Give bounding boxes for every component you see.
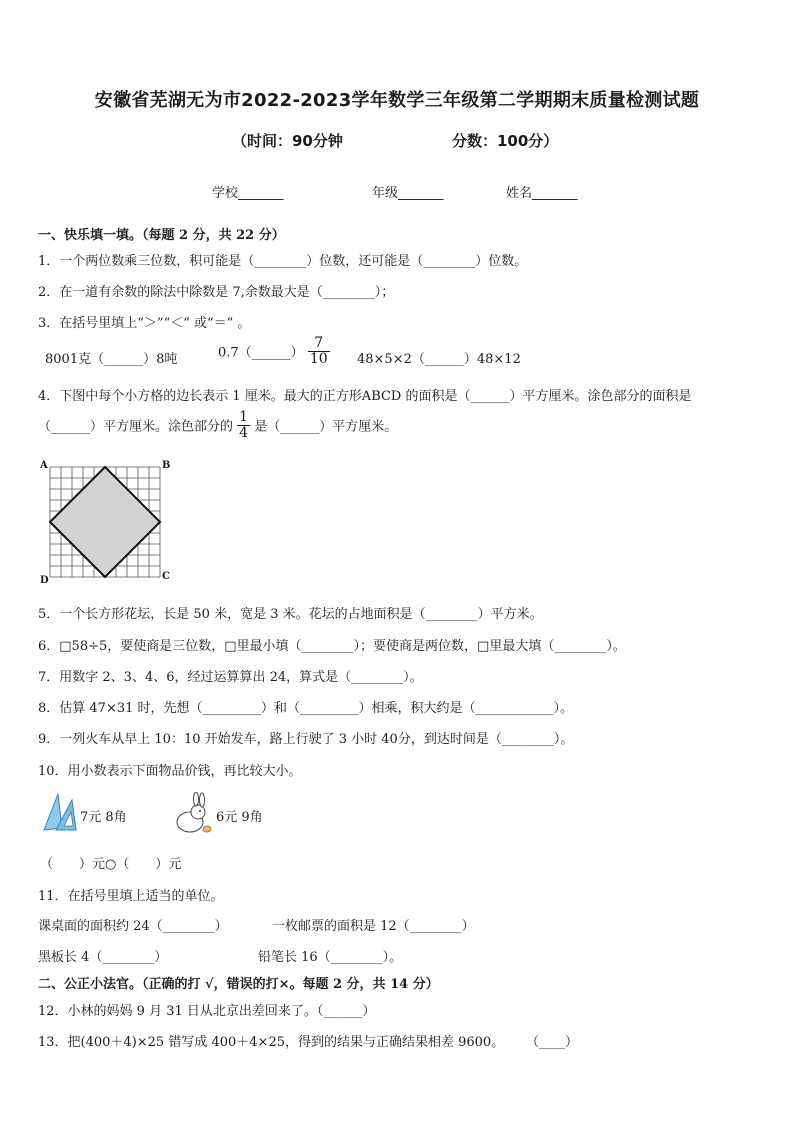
name-field: 姓名_______ [506, 186, 578, 201]
grid-figure [38, 458, 178, 588]
rabbit-toy-icon [170, 792, 214, 836]
exam-title: 安徽省芜湖无为市2022-2023学年数学三年级第二学期期末质量检测试题 [94, 90, 700, 111]
point-c-label: C [162, 571, 170, 582]
question-3: 3．在括号里填上“＞”“＜” 或“＝” 。 [38, 316, 251, 331]
question-9: 9．一列火车从早上 10：10 开始发车，路上行驶了 3 小时 40分，到达时间是（________）。 [38, 732, 574, 747]
question-7: 7．用数字 2、3、4、6，经过运算算出 24，算式是（________）。 [38, 670, 423, 685]
total-score: 分数：100分） [452, 132, 559, 150]
point-d-label: D [40, 575, 49, 586]
question-4-line-2 [38, 410, 397, 440]
section-1-heading: 一、快乐填一填。（每题 2 分，共 22 分） [38, 228, 285, 243]
question-13: 13．把(400＋4)×25 错写成 400＋4×25，得到的结果与正确结果相差 9600。 [38, 1035, 505, 1050]
time-limit: （时间：90分钟 [232, 132, 343, 150]
question-10: 10．用小数表示下面物品价钱，再比较大小。 [38, 764, 302, 779]
question-3a: 8001克（______）8吨 [45, 352, 178, 367]
question-6: 6．□58÷5，要使商是三位数，□里最小填（________）；要使商是两位数，□里最大填（________）。 [38, 639, 626, 654]
grid-square-abcd [38, 458, 178, 588]
question-5: 5．一个长方形花坛，长是 50 米，宽是 3 米。花坛的占地面积是（________）平方米。 [38, 607, 543, 622]
fraction-7-10 [308, 336, 330, 366]
grade-field: 年级_______ [372, 186, 444, 201]
question-1: 1．一个两位数乘三位数，积可能是（________）位数，还可能是（________）位数。 [38, 254, 528, 269]
question-3b [218, 336, 330, 366]
fraction-numerator: 1 [239, 409, 249, 425]
question-12: 12．小林的妈妈 9 月 31 日从北京出差回来了。（______） [38, 1004, 376, 1019]
question-11a: 课桌面的面积约 24（________） [38, 919, 228, 934]
fraction-denominator: 4 [239, 424, 249, 441]
section-2-heading: 二、公正小法官。（正确的打 √，错误的打×。每题 2 分，共 14 分） [38, 977, 439, 992]
question-11d: 铅笔长 16（________）。 [258, 950, 403, 965]
product-1-price: 7元 8角 [80, 810, 127, 825]
shaded-square [50, 467, 160, 577]
question-4-text-b: 是（______）平方厘米。 [254, 419, 398, 435]
question-11: 11．在括号里填上适当的单位。 [38, 889, 224, 904]
question-11b: 一枚邮票的面积是 12（________） [272, 919, 475, 934]
fraction-numerator: 7 [308, 336, 330, 352]
question-8: 8．估算 47×31 时，先想（_________）和（_________）相乘，积大约是（____________）。 [38, 701, 574, 716]
school-field: 学校_______ [212, 186, 284, 201]
question-4-line-1: 4．下图中每个小方格的边长表示 1 厘米。最大的正方形ABCD 的面积是（______）平方厘米。涂色部分的面积是 [38, 389, 692, 404]
fraction-denominator: 10 [309, 350, 328, 367]
question-11c: 黑板长 4（________） [38, 950, 168, 965]
fraction-1-4 [237, 410, 250, 440]
question-2: 2．在一道有余数的除法中除数是 7,余数最大是（________）； [38, 285, 395, 300]
point-b-label: B [162, 460, 171, 471]
question-3c: 48×5×2（______）48×12 [357, 352, 521, 367]
question-10-answer: （ ）元○（ ）元 [40, 857, 182, 872]
product-2-price: 6元 9角 [216, 810, 263, 825]
point-a-label: A [40, 460, 48, 471]
question-4-text-a: （______）平方厘米。涂色部分的 [38, 419, 234, 435]
question-13-blank: （____） [526, 1035, 579, 1050]
question-3b-text: 0.7（______） [218, 345, 304, 361]
triangle-ruler-icon [40, 790, 80, 834]
